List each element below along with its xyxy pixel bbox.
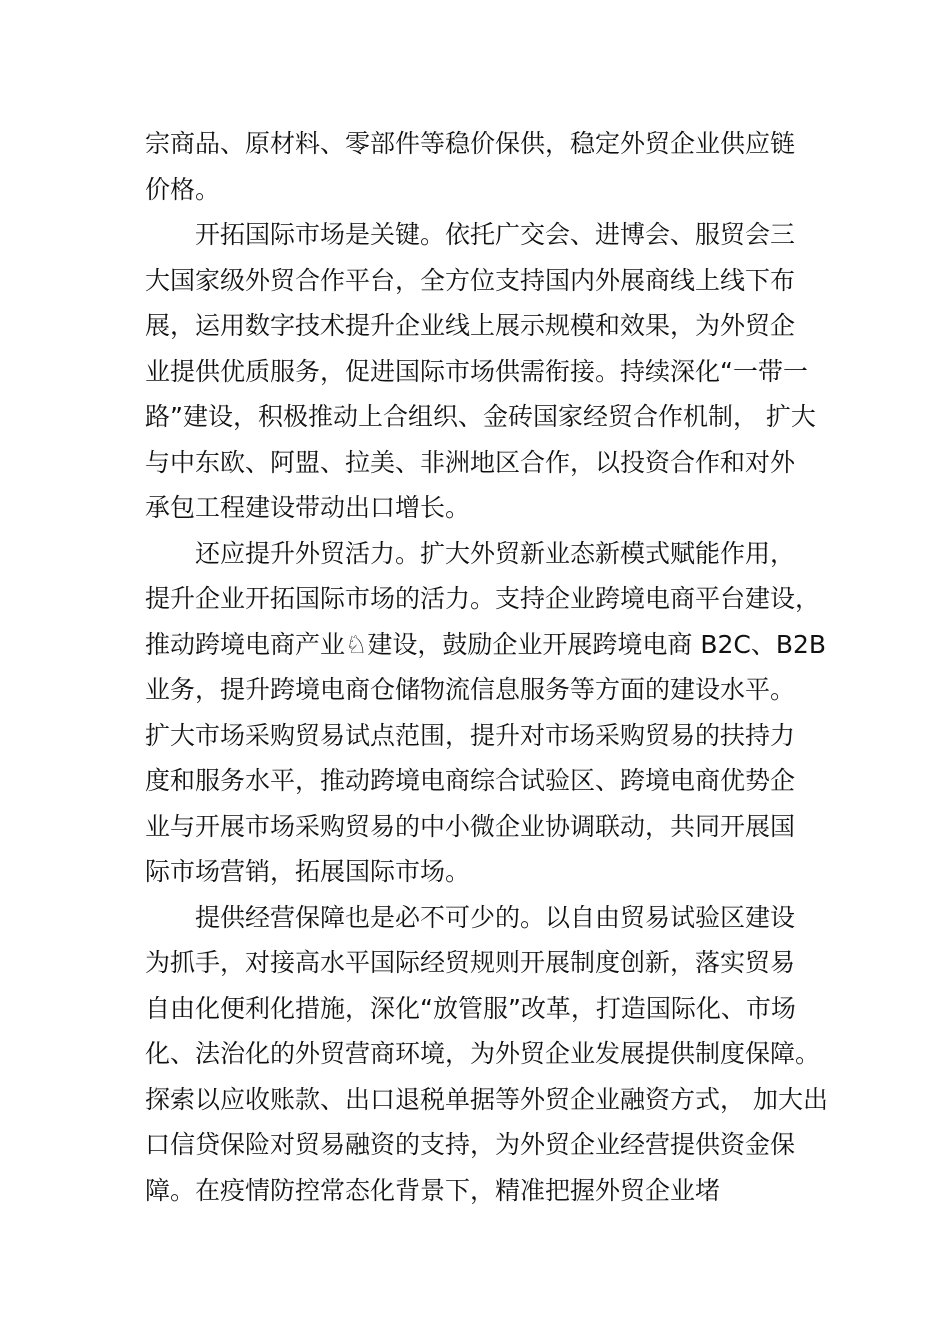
- text-line: 业务，提升跨境电商仓储物流信息服务等方面的建设水平。: [145, 675, 796, 704]
- body-text: [145, 121, 828, 1213]
- paragraph-first-line: 提供经营保障也是必不可少的。以自由贸易试验区建设: [195, 902, 796, 932]
- text-line: 推动跨境电商产业♘建设，鼓励企业开展跨境电商 B2C、B2B: [145, 629, 827, 659]
- text-line: 业与开展市场采购贸易的中小微企业协调联动，共同开展国: [145, 811, 796, 841]
- text-line: 度和服务水平，推动跨境电商综合试验区、跨境电商优势企: [145, 766, 796, 795]
- text-line: 与中东欧、阿盟、拉美、非洲地区合作，以投资合作和对外: [145, 447, 796, 477]
- text-line: 障。在疫情防控常态化背景下，精准把握外贸企业堵: [145, 1175, 721, 1205]
- paragraph-first-line: 开拓国际市场是关键。依托广交会、进博会、服贸会三: [195, 220, 796, 249]
- text-line: 扩大市场采购贸易试点范围，提升对市场采购贸易的扶持力: [145, 720, 796, 750]
- text-line: 自由化便利化措施，深化“放管服”改革，打造国际化、市场: [145, 993, 796, 1023]
- text-line: 探索以应收账款、出口退税单据等外贸企业融资方式， 加大出: [145, 1084, 828, 1114]
- text-line: 宗商品、原材料、零部件等稳价保供，稳定外贸企业供应链: [145, 129, 796, 158]
- text-line: 提升企业开拓国际市场的活力。支持企业跨境电商平台建设，: [145, 584, 821, 613]
- text-line: 为抓手，对接高水平国际经贸规则开展制度创新，落实贸易: [145, 948, 796, 977]
- text-line: 大国家级外贸合作平台，全方位支持国内外展商线上线下布: [145, 265, 796, 295]
- paragraph-first-line: 还应提升外贸活力。扩大外贸新业态新模式赋能作用，: [195, 538, 796, 568]
- text-line: 展，运用数字技术提升企业线上展示规模和效果，为外贸企: [145, 311, 796, 340]
- text-line: 口信贷保险对贸易融资的支持，为外贸企业经营提供资金保: [145, 1130, 796, 1159]
- text-line: 化、法治化的外贸营商环境，为外贸企业发展提供制度保障。: [145, 1039, 821, 1068]
- text-line: 际市场营销，拓展国际市场。: [145, 857, 471, 886]
- text-line: 路”建设，积极推动上合组织、金砖国家经贸合作机制， 扩大: [145, 402, 816, 431]
- text-line: 承包工程建设带动出口增长。: [145, 493, 471, 522]
- text-line: 业提供优质服务，促进国际市场供需衔接。持续深化“一带一: [145, 356, 808, 386]
- text-line: 价格。: [145, 174, 221, 204]
